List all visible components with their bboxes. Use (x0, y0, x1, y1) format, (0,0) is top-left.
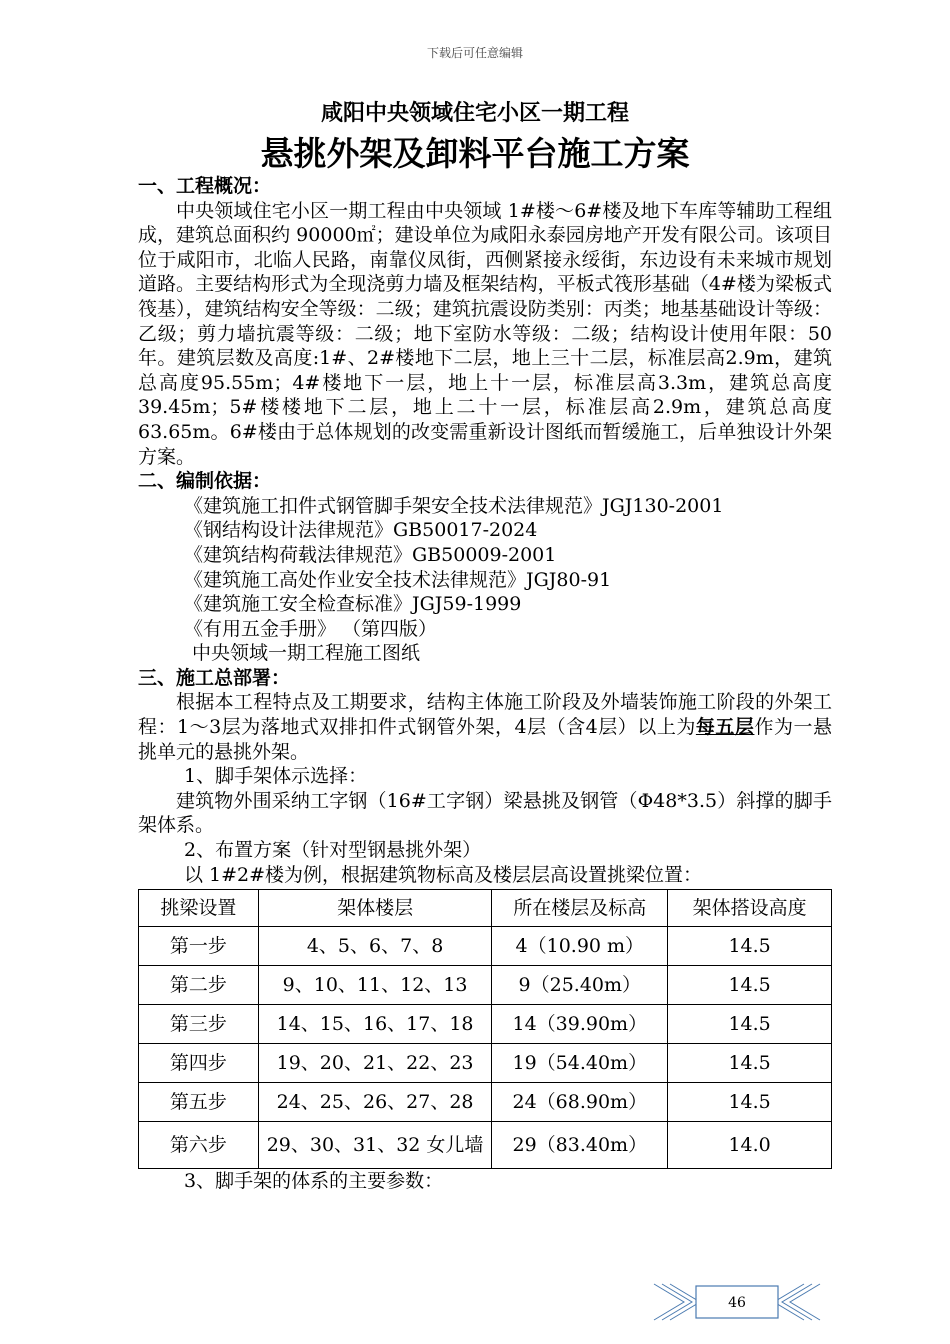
document-title: 悬挑外架及卸料平台施工方案 (260, 134, 690, 173)
header-note: 下载后可任意编辑 (426, 46, 523, 60)
item1-title: 1、脚手架体示选择： (184, 765, 368, 788)
table-header: 挑梁设置 (139, 890, 259, 927)
section3-emphasis: 每五层 (695, 716, 755, 739)
reference-item: 《有用五金手册》 （第四版） (184, 617, 438, 640)
section1-paragraph: 中央领域住宅小区一期工程由中央领域 1#楼～6#楼及地下车库等辅助工程组成，建筑总面积约 90000㎡；建设单位为咸阳永泰园房地产开发有限公司。该项目位于咸阳市，北临人民路，南靠仪凤街，西侧紧接永绥街，东边设有未来城市规划道路。主要结构形式为全现浇剪力墙及框架结构，平板式筏形基础（4#楼为梁板式筏基），建筑结构安全等级：二级；建筑抗震设防类别：丙类；地基基础设计等级：乙级；剪力墙抗震等级：二级；地下室防水等级：二级；结构设计使用年限：50年。建筑层数及高度:1#、2#楼地下二层，地上三十二层，标准层高2.9m，建筑总高度95.55m；4#楼地下一层，地上十一层，标准层高3.3m，建筑总高度39.45m；5#楼楼地下二层，地上二十一层，标准层高2.9m，建筑总高度63.65m。6#楼由于总体规划的改变需重新设计图纸而暂缓施工，后单独设计外架方案。 (138, 199, 832, 468)
reference-item: 中央领域一期工程施工图纸 (192, 642, 421, 665)
item3-title: 3、脚手架的体系的主要参数： (184, 1170, 444, 1193)
table-cell: 第六步 (139, 1122, 259, 1169)
table-cell: 第五步 (139, 1083, 259, 1122)
table-row (139, 966, 832, 1005)
section3-text-post: 作为一悬挑单元的悬挑外架。 (138, 716, 832, 763)
table-cell: 4（10.90 m） (492, 927, 668, 966)
table-header: 架体楼层 (258, 890, 492, 927)
reference-item: 《建筑结构荷载法律规范》GB50009-2001 (184, 543, 557, 566)
table-cell: 第一步 (139, 927, 259, 966)
table-cell: 第二步 (139, 966, 259, 1005)
cantilever-table (138, 889, 832, 1169)
document-body (138, 174, 832, 1194)
reference-item: 《钢结构设计法律规范》GB50017-2024 (184, 519, 538, 542)
table-cell: 24（68.90m） (492, 1083, 668, 1122)
table-cell: 19、20、21、22、23 (258, 1044, 492, 1083)
table-row (139, 1122, 832, 1169)
table-row (139, 1005, 832, 1044)
table-cell: 9（25.40m） (492, 966, 668, 1005)
section3-text-pre: 根据本工程特点及工期要求，结构主体施工阶段及外墙装饰施工阶段的外架工程：1～3层为落地式双排扣件式钢管外架，4层（含4层）以上为 (138, 691, 832, 739)
section2-heading: 二、编制依据： (138, 470, 272, 493)
table-cell: 14、15、16、17、18 (258, 1005, 492, 1044)
table-cell: 14.5 (668, 1044, 832, 1083)
item2-text: 以 1#2#楼为例，根据建筑物标高及楼层层高设置挑梁位置： (184, 863, 703, 886)
table-cell: 29、30、31、32 女儿墙 (258, 1122, 492, 1169)
table-row (139, 1044, 832, 1083)
table-cell: 14.5 (668, 927, 832, 966)
table-header-row (139, 890, 832, 927)
item1-text: 建筑物外围采纳工字钢（16#工字钢）梁悬挑及钢管（Φ48*3.5）斜撑的脚手架体系。 (138, 789, 832, 837)
reference-item: 《建筑施工安全检查标准》JGJ59-1999 (184, 593, 522, 616)
table-cell: 14（39.90m） (492, 1005, 668, 1044)
table-cell: 14.5 (668, 1083, 832, 1122)
section1-heading: 一、工程概况： (138, 175, 272, 197)
table-header: 架体搭设高度 (668, 890, 832, 927)
reference-item: 《建筑施工高处作业安全技术法律规范》JGJ80-91 (184, 568, 612, 591)
item2-title: 2、布置方案（针对型钢悬挑外架） (184, 839, 482, 862)
table-cell: 4、5、6、7、8 (258, 927, 492, 966)
page-number-badge (652, 1272, 822, 1332)
table-cell: 9、10、11、12、13 (258, 966, 492, 1005)
table-row (139, 927, 832, 966)
reference-item: 《建筑施工扣件式钢管脚手架安全技术法律规范》JGJ130-2001 (184, 494, 724, 517)
page-number: 46 (728, 1295, 746, 1311)
table-cell: 第三步 (139, 1005, 259, 1044)
section3-heading: 三、施工总部署： (138, 666, 291, 689)
table-cell: 24、25、26、27、28 (258, 1083, 492, 1122)
table-header: 所在楼层及标高 (492, 890, 668, 927)
table-row (139, 1083, 832, 1122)
table-cell: 第四步 (139, 1044, 259, 1083)
table-cell: 14.0 (668, 1122, 832, 1169)
table-cell: 14.5 (668, 966, 832, 1005)
section3-paragraph (138, 690, 832, 764)
table-cell: 19（54.40m） (492, 1044, 668, 1083)
table-cell: 29（83.40m） (492, 1122, 668, 1169)
table-cell: 14.5 (668, 1005, 832, 1044)
document-subtitle: 咸阳中央领域住宅小区一期工程 (320, 101, 629, 126)
